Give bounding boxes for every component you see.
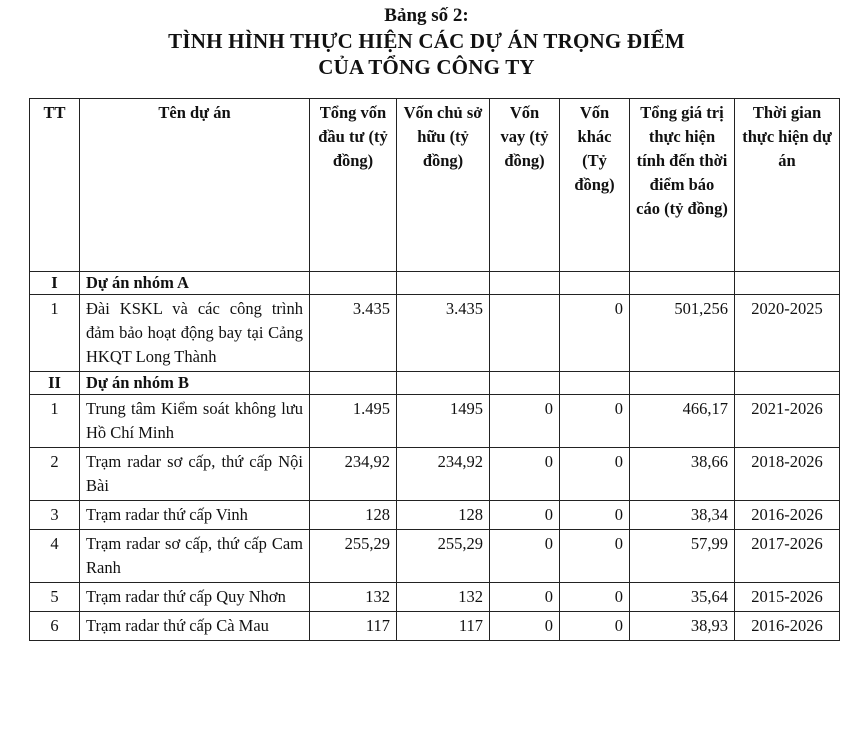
- loan-value: 0: [490, 501, 560, 530]
- loan-value: [490, 295, 560, 372]
- duration-value: 2016-2026: [735, 501, 840, 530]
- header-row: [30, 99, 840, 272]
- other-capital-value: 0: [560, 612, 630, 641]
- project-row: [30, 395, 840, 448]
- project-name: Trạm radar thứ cấp Cà Mau: [80, 612, 310, 641]
- table-body: [30, 272, 840, 641]
- project-row: [30, 612, 840, 641]
- project-row: [30, 501, 840, 530]
- table-subtitle: CỦA TỔNG CÔNG TY: [318, 55, 535, 79]
- header-total-investment: Tổng vốn đầu tư (tỷ đồng): [310, 99, 397, 272]
- empty-cell: [310, 372, 397, 395]
- equity-value: 234,92: [397, 448, 490, 501]
- header-value-realized: Tổng giá trị thực hiện tính đến thời điểm báo cáo (tỷ đồng): [630, 99, 735, 272]
- total-investment-value: 117: [310, 612, 397, 641]
- equity-value: 1495: [397, 395, 490, 448]
- empty-cell: [560, 372, 630, 395]
- project-row: [30, 530, 840, 583]
- empty-cell: [397, 272, 490, 295]
- realized-value: 57,99: [630, 530, 735, 583]
- empty-cell: [630, 272, 735, 295]
- project-name: Trạm radar sơ cấp, thứ cấp Cam Ranh: [80, 530, 310, 583]
- realized-value: 466,17: [630, 395, 735, 448]
- loan-value: 0: [490, 612, 560, 641]
- duration-value: 2015-2026: [735, 583, 840, 612]
- equity-value: 3.435: [397, 295, 490, 372]
- other-capital-value: 0: [560, 448, 630, 501]
- loan-value: 0: [490, 530, 560, 583]
- total-investment-value: 128: [310, 501, 397, 530]
- project-index: 1: [30, 395, 80, 448]
- duration-value: 2017-2026: [735, 530, 840, 583]
- realized-value: 38,93: [630, 612, 735, 641]
- table-title: TÌNH HÌNH THỰC HIỆN CÁC DỰ ÁN TRỌNG ĐIỂM: [168, 29, 685, 53]
- project-name: Trạm radar thứ cấp Vinh: [80, 501, 310, 530]
- loan-value: 0: [490, 583, 560, 612]
- project-index: 2: [30, 448, 80, 501]
- other-capital-value: 0: [560, 501, 630, 530]
- total-investment-value: 234,92: [310, 448, 397, 501]
- project-index: 5: [30, 583, 80, 612]
- duration-value: 2018-2026: [735, 448, 840, 501]
- projects-table: [29, 98, 840, 641]
- other-capital-value: 0: [560, 295, 630, 372]
- empty-cell: [490, 272, 560, 295]
- other-capital-value: 0: [560, 395, 630, 448]
- empty-cell: [735, 372, 840, 395]
- project-name: Trạm radar sơ cấp, thứ cấp Nội Bài: [80, 448, 310, 501]
- project-index: 4: [30, 530, 80, 583]
- project-row: [30, 583, 840, 612]
- header-loan: Vốn vay (tỷ đồng): [490, 99, 560, 272]
- realized-value: 501,256: [630, 295, 735, 372]
- total-investment-value: 132: [310, 583, 397, 612]
- realized-value: 38,66: [630, 448, 735, 501]
- group-name: Dự án nhóm A: [80, 272, 310, 295]
- empty-cell: [735, 272, 840, 295]
- project-row: [30, 448, 840, 501]
- empty-cell: [630, 372, 735, 395]
- loan-value: 0: [490, 448, 560, 501]
- total-investment-value: 1.495: [310, 395, 397, 448]
- group-row: [30, 372, 840, 395]
- header-other-capital: Vốn khác (Tỷ đồng): [560, 99, 630, 272]
- realized-value: 35,64: [630, 583, 735, 612]
- group-row: [30, 272, 840, 295]
- loan-value: 0: [490, 395, 560, 448]
- empty-cell: [560, 272, 630, 295]
- equity-value: 255,29: [397, 530, 490, 583]
- other-capital-value: 0: [560, 583, 630, 612]
- empty-cell: [490, 372, 560, 395]
- group-number: II: [30, 372, 80, 395]
- project-name: Trung tâm Kiểm soát không lưu Hồ Chí Minh: [80, 395, 310, 448]
- duration-value: 2020-2025: [735, 295, 840, 372]
- header-project-name: Tên dự án: [80, 99, 310, 272]
- group-name: Dự án nhóm B: [80, 372, 310, 395]
- header-tt: TT: [30, 99, 80, 272]
- project-name: Đài KSKL và các công trình đảm bảo hoạt động bay tại Cảng HKQT Long Thành: [80, 295, 310, 372]
- group-number: I: [30, 272, 80, 295]
- project-name: Trạm radar thứ cấp Quy Nhơn: [80, 583, 310, 612]
- project-row: [30, 295, 840, 372]
- equity-value: 128: [397, 501, 490, 530]
- other-capital-value: 0: [560, 530, 630, 583]
- table-number: Bảng số 2:: [384, 5, 469, 26]
- project-index: 1: [30, 295, 80, 372]
- header-duration: Thời gian thực hiện dự án: [735, 99, 840, 272]
- total-investment-value: 3.435: [310, 295, 397, 372]
- empty-cell: [397, 372, 490, 395]
- realized-value: 38,34: [630, 501, 735, 530]
- header-equity: Vốn chủ sở hữu (tỷ đồng): [397, 99, 490, 272]
- duration-value: 2021-2026: [735, 395, 840, 448]
- empty-cell: [310, 272, 397, 295]
- equity-value: 117: [397, 612, 490, 641]
- equity-value: 132: [397, 583, 490, 612]
- project-index: 6: [30, 612, 80, 641]
- total-investment-value: 255,29: [310, 530, 397, 583]
- duration-value: 2016-2026: [735, 612, 840, 641]
- table-caption: [0, 4, 853, 80]
- project-index: 3: [30, 501, 80, 530]
